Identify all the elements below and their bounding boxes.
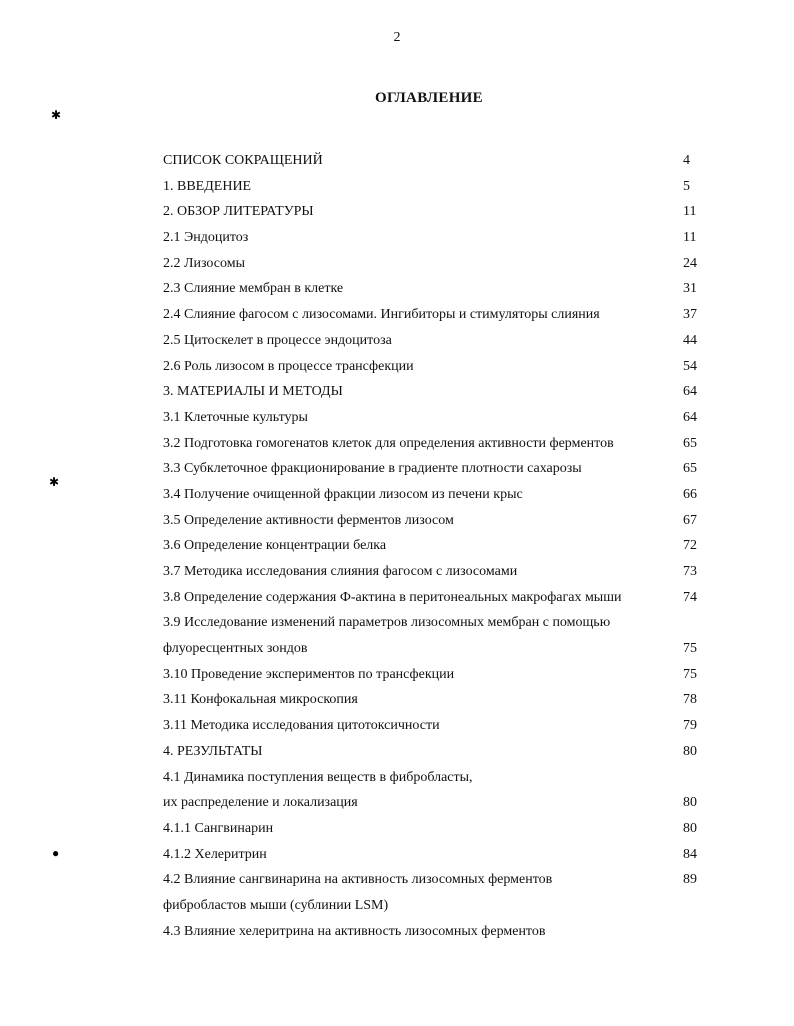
toc-entry-title: 2.6 Роль лизосом в процессе трансфекции — [163, 358, 414, 374]
toc-entry — [163, 867, 703, 893]
toc-entry-title: фибробластов мыши (сублинии LSM) — [163, 897, 389, 913]
toc-entry — [163, 585, 703, 611]
toc-entry-page: 64 — [683, 384, 697, 400]
toc-entry-title: 2. ОБЗОР ЛИТЕРАТУРЫ — [163, 204, 314, 220]
toc-entry-page: 65 — [683, 435, 697, 451]
toc-entry-title: 2.3 Слияние мембран в клетке — [163, 281, 344, 297]
toc-entry-title: 3.6 Определение концентрации белка — [163, 538, 387, 554]
toc-entry — [163, 533, 703, 559]
toc-entry-title: 2.5 Цитоскелет в процессе эндоцитоза — [163, 332, 392, 348]
toc-entry — [163, 276, 703, 302]
toc-entry-title: 3.11 Методика исследования цитотоксичности — [163, 718, 440, 734]
toc-entry-title: флуоресцентных зондов — [163, 641, 308, 657]
toc-entry-page: 84 — [683, 846, 697, 862]
toc-entry-page: 11 — [683, 230, 697, 246]
toc-entry-title: 4.2 Влияние сангвинарина на активность лизосомных ферментов — [163, 872, 553, 888]
toc-entry — [163, 302, 703, 328]
toc-entry-title: 3.10 Проведение экспериментов по трансфекции — [163, 666, 455, 682]
toc-entry — [163, 225, 703, 251]
toc-entry-page: 64 — [683, 409, 697, 425]
toc-entry-title: 3.3 Субклеточное фракционирование в градиенте плотности сахарозы — [163, 461, 582, 477]
toc-entry — [163, 893, 703, 919]
toc-entry — [163, 842, 703, 868]
toc-entry-page: 73 — [683, 564, 697, 579]
toc-entry-page: 31 — [683, 281, 697, 297]
toc-entry-title: 3.4 Получение очищенной фракции лизосом из печени крыс — [163, 486, 523, 502]
toc-entry-title: 4.3 Влияние хелеритрина на активность лизосомных ферментов — [163, 923, 546, 939]
toc-entry-title: 4.1.2 Хелеритрин — [163, 846, 267, 862]
toc-entry-page: 78 — [683, 692, 697, 708]
toc-entry — [163, 713, 703, 739]
toc-entry-title: 3.1 Клеточные культуры — [163, 409, 308, 425]
toc-entry — [163, 559, 703, 585]
scan-mark-3: ● — [52, 846, 60, 860]
toc-entry-page: 74 — [683, 589, 697, 605]
toc-entry-title: 2.1 Эндоцитоз — [163, 230, 249, 246]
toc-entry-page: 79 — [683, 718, 697, 734]
toc-entry — [163, 765, 703, 791]
toc-entry-page: 80 — [683, 795, 697, 811]
toc-entry-title: 3.9 Исследование изменений параметров лизосомных мембран с помощью — [163, 615, 611, 631]
toc-entry-page: 44 — [683, 332, 697, 348]
toc-entry-page: 89 — [683, 872, 697, 888]
toc-entry-page: 66 — [683, 486, 697, 502]
toc-entry — [163, 508, 703, 534]
toc-entry-page: 37 — [683, 307, 697, 323]
toc-entry-title: СПИСОК СОКРАЩЕНИЙ — [163, 153, 323, 168]
scan-mark-2: ✱ — [49, 475, 60, 489]
toc-entry — [163, 354, 703, 380]
toc-entry-title: 3. МАТЕРИАЛЫ И МЕТОДЫ — [163, 384, 343, 400]
page-number: 2 — [393, 30, 401, 45]
toc-entry-title: 3.11 Конфокальная микроскопия — [163, 692, 358, 708]
toc-entry-title: 3.7 Методика исследования слияния фагосом с лизосомами — [163, 564, 518, 579]
toc-entry-page: 80 — [683, 743, 697, 759]
toc-entry — [163, 687, 703, 713]
toc-entry — [163, 919, 703, 945]
toc-entry — [163, 816, 703, 842]
toc-entry-title: 3.8 Определение содержания Ф-актина в перитонеальных макрофагах мыши — [163, 589, 622, 605]
toc-entry-page: 80 — [683, 820, 697, 836]
toc-entry — [163, 174, 703, 200]
toc-entry — [163, 148, 703, 174]
toc-entry-page: 75 — [683, 641, 697, 657]
toc-entry-page: 11 — [683, 204, 697, 220]
toc-entry — [163, 790, 703, 816]
toc-entry-title: 4.1 Динамика поступления веществ в фибробласты, — [163, 769, 473, 785]
toc-entry — [163, 251, 703, 277]
toc-entry-page: 72 — [683, 538, 697, 554]
toc-entry — [163, 482, 703, 508]
toc-entry — [163, 456, 703, 482]
toc-entry-page: 65 — [683, 461, 697, 477]
toc-entry — [163, 379, 703, 405]
toc-entry-title: 2.4 Слияние фагосом с лизосомами. Ингибиторы и стимуляторы слияния — [163, 307, 600, 323]
toc-entry — [163, 199, 703, 225]
scan-mark-1: ✱ — [51, 108, 62, 122]
toc-entry — [163, 636, 703, 662]
toc-entry-title: 4. РЕЗУЛЬТАТЫ — [163, 743, 263, 759]
toc-entry-title: 4.1.1 Сангвинарин — [163, 820, 274, 836]
toc-entry-page: 4 — [683, 153, 690, 168]
toc-entry — [163, 739, 703, 765]
toc-entry-title: 1. ВВЕДЕНИЕ — [163, 178, 252, 194]
toc-entry-title: 3.5 Определение активности ферментов лизосом — [163, 512, 454, 528]
toc-entry — [163, 662, 703, 688]
toc-entry-page: 54 — [683, 358, 697, 374]
toc-entry — [163, 405, 703, 431]
toc-entry-page: 75 — [683, 666, 697, 682]
toc-entry-page: 67 — [683, 512, 697, 528]
toc-entry-page: 24 — [683, 255, 697, 271]
page-title: ОГЛАВЛЕНИЕ — [375, 90, 483, 106]
toc-entry — [163, 610, 703, 636]
toc-entry-title: 2.2 Лизосомы — [163, 255, 245, 271]
toc-entry-page: 5 — [683, 178, 690, 194]
toc-entry-title: их распределение и локализация — [163, 795, 358, 811]
toc-entry — [163, 328, 703, 354]
toc-entry-title: 3.2 Подготовка гомогенатов клеток для определения активности ферментов — [163, 435, 614, 451]
toc-entry — [163, 431, 703, 457]
table-of-contents — [163, 148, 703, 944]
